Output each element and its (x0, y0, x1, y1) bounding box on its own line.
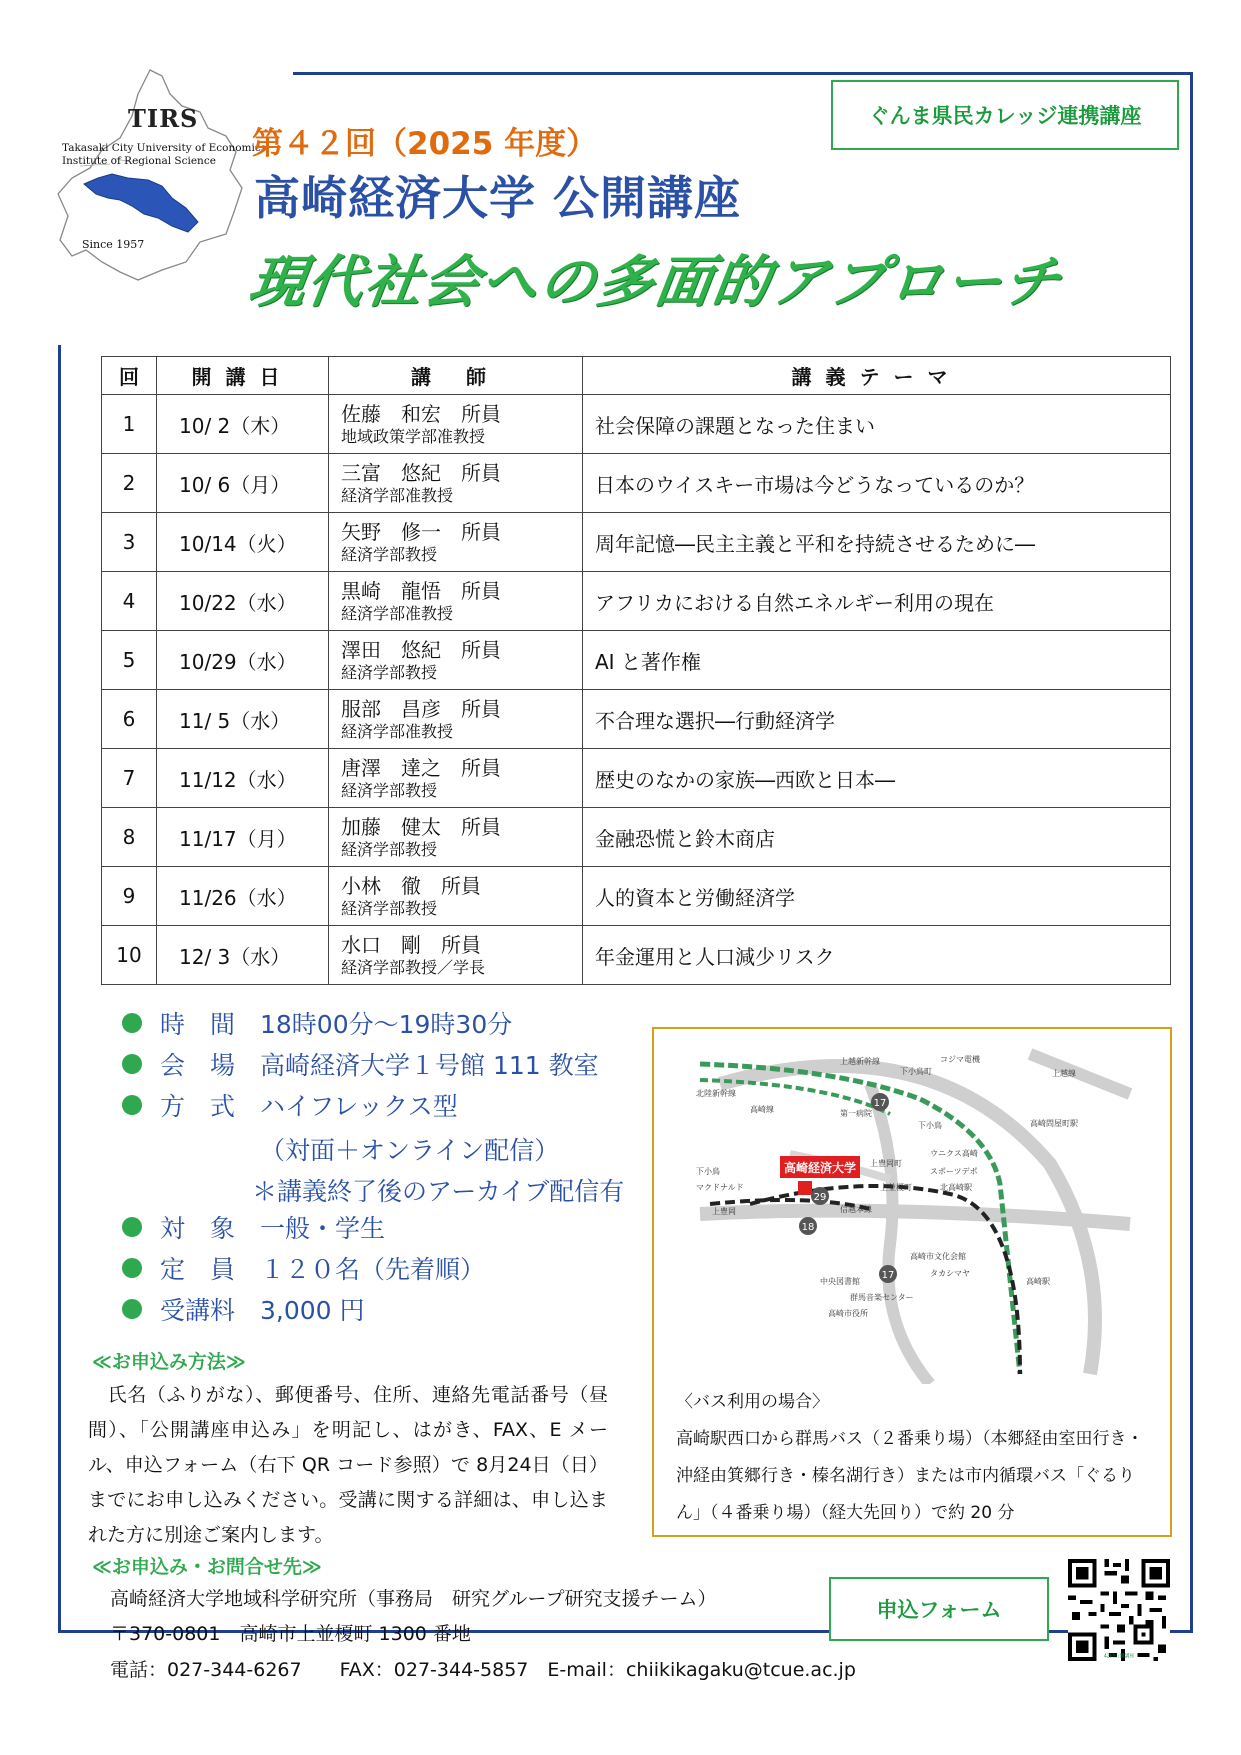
map-label: 第一病院 (840, 1109, 872, 1118)
lecturer-name: 佐藤 和宏 所員 (341, 401, 501, 426)
edition-title: 第４２回（2025 年度） (252, 126, 598, 162)
row-no: 7 (102, 749, 157, 808)
map-label: タカシマヤ (930, 1269, 970, 1278)
lecturer-title: 経済学部教授／学長 (341, 957, 486, 977)
lecturer-name: 三富 悠紀 所員 (341, 460, 501, 485)
contact-heading: ≪お申込み・お問合せ先≫ (92, 1556, 322, 1578)
map-label: 高崎問屋町駅 (1030, 1119, 1078, 1128)
row-theme: 歴史のなかの家族―西欧と日本― (583, 749, 1171, 808)
map-label: スポーツデポ (930, 1167, 978, 1176)
bullet-icon (122, 1013, 142, 1033)
detail-capacity (122, 1250, 485, 1286)
table-row (102, 749, 1171, 808)
map-label: 上並榎町 (880, 1183, 912, 1192)
table-row (102, 690, 1171, 749)
bullet-icon (122, 1258, 142, 1278)
row-date: 10/ 2（木） (157, 395, 329, 454)
detail-label: 受講料 (160, 1296, 236, 1325)
detail-value: 3,000 円 (260, 1296, 365, 1325)
logo-since: Since 1957 (82, 238, 145, 251)
row-no: 5 (102, 631, 157, 690)
university-label: 高崎経済大学 (783, 1161, 857, 1175)
route-label: 29 (813, 1192, 827, 1203)
frame-top (293, 72, 1193, 75)
road-joetsu (1030, 1054, 1130, 1094)
bus-heading: 〈バス利用の場合〉 (676, 1392, 829, 1412)
lecturer-name: 水口 剛 所員 (341, 932, 481, 957)
map-label: 中央図書館 (820, 1277, 860, 1286)
detail-value: 高崎経済大学１号館 111 教室 (260, 1051, 599, 1080)
apply-heading: ≪お申込み方法≫ (92, 1351, 246, 1373)
application-form-button[interactable]: 申込フォーム (829, 1577, 1049, 1641)
contact-org: 高崎経済大学地域科学研究所（事務局 研究グループ研究支援チーム） (110, 1588, 717, 1610)
row-lecturer (329, 690, 583, 749)
table-row (102, 631, 1171, 690)
map-label: 上豊岡町 (870, 1159, 902, 1168)
university-title: 高崎経済大学 公開講座 (254, 171, 742, 225)
lecturer-name: 矢野 修一 所員 (341, 519, 501, 544)
bullet-icon (122, 1095, 142, 1115)
qr-caption: 42回公開講座 (1103, 1653, 1135, 1660)
header-no: 回 (102, 357, 157, 395)
lecturer-name: 服部 昌彦 所員 (341, 696, 501, 721)
map-label: 信越本線 (840, 1205, 872, 1214)
main-title: 現代社会への多面的アプローチ (244, 250, 1066, 315)
lecturer-title: 地域政策学部准教授 (341, 426, 486, 446)
detail-label: 定 員 (160, 1255, 236, 1284)
table-row (102, 395, 1171, 454)
row-no: 6 (102, 690, 157, 749)
map-label: 高崎市文化会館 (910, 1252, 966, 1261)
row-no: 2 (102, 454, 157, 513)
frame-right (1190, 72, 1193, 1632)
map-label: 上豊岡 (712, 1207, 736, 1216)
lecturer-name: 唐澤 達之 所員 (341, 755, 501, 780)
lecturer-name: 澤田 悠紀 所員 (341, 637, 501, 662)
logo-line1: Takasaki City University of Economics (62, 142, 267, 154)
lecturer-title: 経済学部教授 (341, 898, 438, 918)
map-label: 高崎市役所 (828, 1309, 868, 1318)
lecturer-title: 経済学部教授 (341, 780, 438, 800)
row-theme: 社会保障の課題となった住まい (583, 395, 1171, 454)
detail-time (122, 1005, 512, 1041)
map-label: ウニクス高崎 (930, 1149, 978, 1158)
detail-format (122, 1087, 458, 1123)
map-label: 群馬音楽センター (850, 1293, 914, 1302)
map-label: 北高崎駅 (940, 1183, 972, 1192)
lecturer-title: 経済学部教授 (341, 662, 438, 682)
route-label: 18 (801, 1222, 815, 1233)
detail-value: ハイフレックス型 (260, 1092, 458, 1121)
university-marker (798, 1181, 812, 1195)
lecturer-name: 加藤 健太 所員 (341, 814, 501, 839)
row-theme: 不合理な選択―行動経済学 (583, 690, 1171, 749)
road-18 (700, 1211, 1130, 1224)
lecturer-name: 小林 徹 所員 (341, 873, 481, 898)
detail-value: 18時00分～19時30分 (260, 1010, 513, 1039)
row-date: 11/26（水） (157, 867, 329, 926)
row-lecturer (329, 808, 583, 867)
contact-address: 〒370-0801 高崎市上並榎町 1300 番地 (110, 1623, 471, 1645)
bullet-icon (122, 1299, 142, 1319)
format-sub2: ＊講義終了後のアーカイブ配信有 (252, 1177, 625, 1206)
row-no: 10 (102, 926, 157, 985)
row-date: 10/ 6（月） (157, 454, 329, 513)
row-no: 3 (102, 513, 157, 572)
lecturer-title: 経済学部准教授 (341, 485, 454, 505)
lecturer-title: 経済学部准教授 (341, 721, 454, 741)
detail-fee (122, 1291, 365, 1327)
schedule-table (101, 356, 1171, 985)
detail-label: 時 間 (160, 1010, 236, 1039)
header-date: 開講日 (157, 357, 329, 395)
frame-left (58, 345, 61, 1633)
row-theme: 周年記憶―民主主義と平和を持続させるために― (583, 513, 1171, 572)
table-row (102, 926, 1171, 985)
access-map-box (652, 1027, 1172, 1537)
row-date: 10/22（水） (157, 572, 329, 631)
row-lecturer (329, 395, 583, 454)
detail-venue (122, 1046, 599, 1082)
qr-code[interactable] (1068, 1559, 1170, 1661)
map-label: 高崎線 (750, 1105, 774, 1114)
logo-acronym: TIRS (128, 104, 199, 133)
detail-label: 対 象 (160, 1214, 236, 1243)
row-date: 11/12（水） (157, 749, 329, 808)
map-label: 下小鳥町 (900, 1067, 932, 1076)
lecturer-title: 経済学部教授 (341, 544, 438, 564)
row-date: 12/ 3（水） (157, 926, 329, 985)
map-label: 北陸新幹線 (696, 1089, 736, 1098)
lecturer-name: 黒崎 龍悟 所員 (341, 578, 501, 603)
row-lecturer (329, 631, 583, 690)
row-date: 10/14（火） (157, 513, 329, 572)
table-row (102, 867, 1171, 926)
bullet-icon (122, 1054, 142, 1074)
row-lecturer (329, 572, 583, 631)
map-label: 下小鳥 (918, 1121, 942, 1130)
gunma-college-badge: ぐんま県民カレッジ連携講座 (831, 80, 1179, 150)
detail-value: １２０名（先着順） (260, 1255, 486, 1284)
detail-label: 方 式 (160, 1092, 236, 1121)
detail-label: 会 場 (160, 1051, 236, 1080)
row-no: 9 (102, 867, 157, 926)
route-label: 17 (873, 1098, 887, 1109)
lecturer-title: 経済学部准教授 (341, 603, 454, 623)
map-label: マクドナルド (696, 1183, 744, 1192)
map-label: 上越新幹線 (840, 1057, 880, 1066)
table-row (102, 454, 1171, 513)
table-header-row (102, 357, 1171, 395)
row-theme: 年金運用と人口減少リスク (583, 926, 1171, 985)
bullet-icon (122, 1217, 142, 1237)
row-no: 4 (102, 572, 157, 631)
row-theme: AI と著作権 (583, 631, 1171, 690)
header-theme: 講義テーマ (583, 357, 1171, 395)
map-label: コジマ電機 (940, 1055, 980, 1064)
tirs-logo (50, 66, 250, 286)
row-theme: 金融恐慌と鈴木商店 (583, 808, 1171, 867)
row-lecturer (329, 454, 583, 513)
map-label: 下小鳥 (696, 1167, 720, 1176)
row-date: 11/ 5（水） (157, 690, 329, 749)
lecturer-title: 経済学部教授 (341, 839, 438, 859)
row-lecturer (329, 926, 583, 985)
row-lecturer (329, 749, 583, 808)
detail-target (122, 1209, 385, 1245)
map-label: 高崎駅 (1026, 1277, 1050, 1286)
access-map (690, 1044, 1136, 1384)
format-sub1: （対面＋オンライン配信） (260, 1136, 560, 1165)
row-no: 1 (102, 395, 157, 454)
bus-instructions: 高崎駅西口から群馬バス（２番乗り場）（本郷経由室田行き・沖経由箕郷行き・榛名湖行き）または市内循環バス「ぐるりん」（４番乗り場）（経大先回り）で約 20 分 (676, 1429, 1144, 1523)
row-lecturer (329, 867, 583, 926)
row-lecturer (329, 513, 583, 572)
logo-line2: Institute of Regional Science (62, 155, 216, 167)
row-theme: 日本のウイスキー市場は今どうなっているのか？ (583, 454, 1171, 513)
table-row (102, 572, 1171, 631)
table-row (102, 513, 1171, 572)
row-theme: アフリカにおける自然エネルギー利用の現在 (583, 572, 1171, 631)
map-label: 上越線 (1052, 1069, 1076, 1078)
contact-phone-line: 電話：027-344-6267 FAX：027-344-5857 E-mail：chiikikagaku@tcue.ac.jp (110, 1659, 856, 1681)
row-date: 10/29（水） (157, 631, 329, 690)
detail-value: 一般・学生 (260, 1214, 386, 1243)
header-lecturer: 講 師 (329, 357, 583, 395)
apply-instructions: 氏名（ふりがな）、郵便番号、住所、連絡先電話番号（昼間）、「公開講座申込み」を明記し、はがき、FAX、E メール、申込フォーム（右下 QR コード参照）で 8月24日（日）までにお申し込みください。受講に関する詳細は、申し込まれた方に別途ご案内します。 (88, 1384, 608, 1546)
table-row (102, 808, 1171, 867)
route-label: 17 (881, 1270, 895, 1281)
row-no: 8 (102, 808, 157, 867)
row-theme: 人的資本と労働経済学 (583, 867, 1171, 926)
row-date: 11/17（月） (157, 808, 329, 867)
